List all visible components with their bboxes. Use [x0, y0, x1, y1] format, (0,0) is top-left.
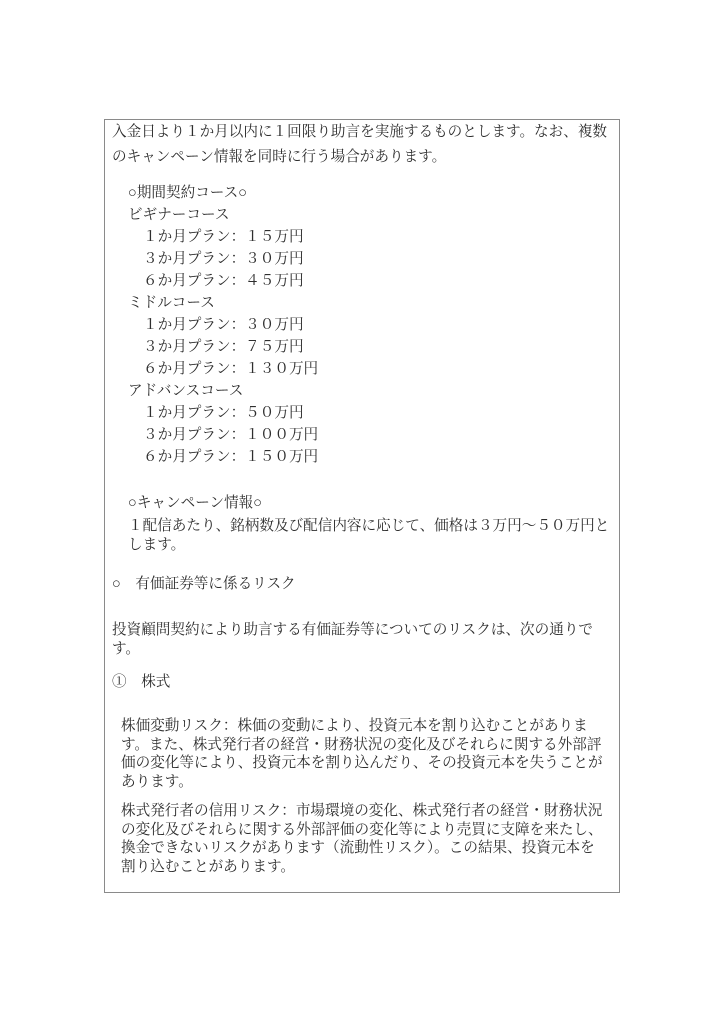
- period-contract-course-section: [112, 182, 612, 468]
- intro-line: のキャンペーン情報を同時に行う場合があります。: [112, 149, 447, 165]
- course-name-advance: アドバンスコース: [128, 383, 244, 399]
- risk-text-line: 株価変動リスク：株価の変動により、投資元本を割り込むことがありま: [121, 718, 588, 734]
- plan-line: ６か月プラン：１５０万円: [143, 449, 319, 465]
- plan-line: １か月プラン：３０万円: [143, 317, 304, 333]
- plan-line: １か月プラン：５０万円: [143, 405, 304, 421]
- plan-line: ３か月プラン：３０万円: [143, 251, 304, 267]
- stock-section-heading-text: ① 株式: [112, 674, 171, 690]
- securities-risk-heading: [112, 575, 612, 594]
- risk-text-line: す。また、株式発行者の経営・財務状況の変化及びそれらに関する外部評: [121, 736, 602, 753]
- campaign-line: １配信あたり、銘柄数及び配信内容に応じて、価格は３万円～５０万円と: [128, 518, 610, 534]
- risk-text-line: あります。: [121, 773, 193, 790]
- intro-paragraph: [112, 120, 612, 170]
- risk-text-line: 価の変化等により、投資元本を割り込んだり、その投資元本を失うことが: [121, 755, 603, 771]
- risk-text-line: 換金できないリスクがあります（流動性リスク）。この結果、投資元本を: [121, 840, 595, 856]
- risk-text-line: 割り込むことがあります。: [121, 858, 295, 875]
- plan-line: ６か月プラン：１３０万円: [143, 361, 319, 377]
- securities-risk-intro: [112, 621, 612, 659]
- plan-line: ６か月プラン：４５万円: [143, 273, 304, 289]
- risk-text-line: の変化及びそれらに関する外部評価の変化等により売買に支障を来たし、: [121, 821, 603, 838]
- risk-intro-line: す。: [112, 641, 141, 657]
- course-name-beginner: ビギナーコース: [128, 207, 230, 223]
- plan-line: ３か月プラン：７５万円: [143, 339, 304, 355]
- intro-line: 入金日より１か月以内に１回限り助言を実施するものとします。なお、複数: [112, 124, 608, 140]
- plan-line: ３か月プラン：１００万円: [143, 427, 319, 443]
- plan-line: １か月プラン：１５万円: [143, 229, 304, 245]
- price-fluctuation-risk-paragraph: [112, 717, 612, 791]
- period-course-heading: ○期間契約コース○: [128, 185, 248, 201]
- issuer-credit-risk-paragraph: [112, 802, 612, 876]
- document-border-box: [104, 119, 620, 893]
- campaign-info-section: [112, 489, 612, 555]
- risk-text-line: 株式発行者の信用リスク：市場環境の変化、株式発行者の経営・財務状況: [121, 803, 603, 819]
- stock-section-heading: [112, 673, 612, 692]
- risk-intro-line: 投資顧問契約により助言する有価証券等についてのリスクは、次の通りで: [112, 622, 594, 638]
- campaign-line: します。: [128, 537, 186, 553]
- course-name-middle: ミドルコース: [128, 295, 215, 311]
- campaign-heading: ○キャンペーン情報○: [128, 495, 263, 511]
- securities-risk-heading-text: ○ 有価証券等に係るリスク: [112, 576, 296, 592]
- campaign-body: [112, 517, 612, 555]
